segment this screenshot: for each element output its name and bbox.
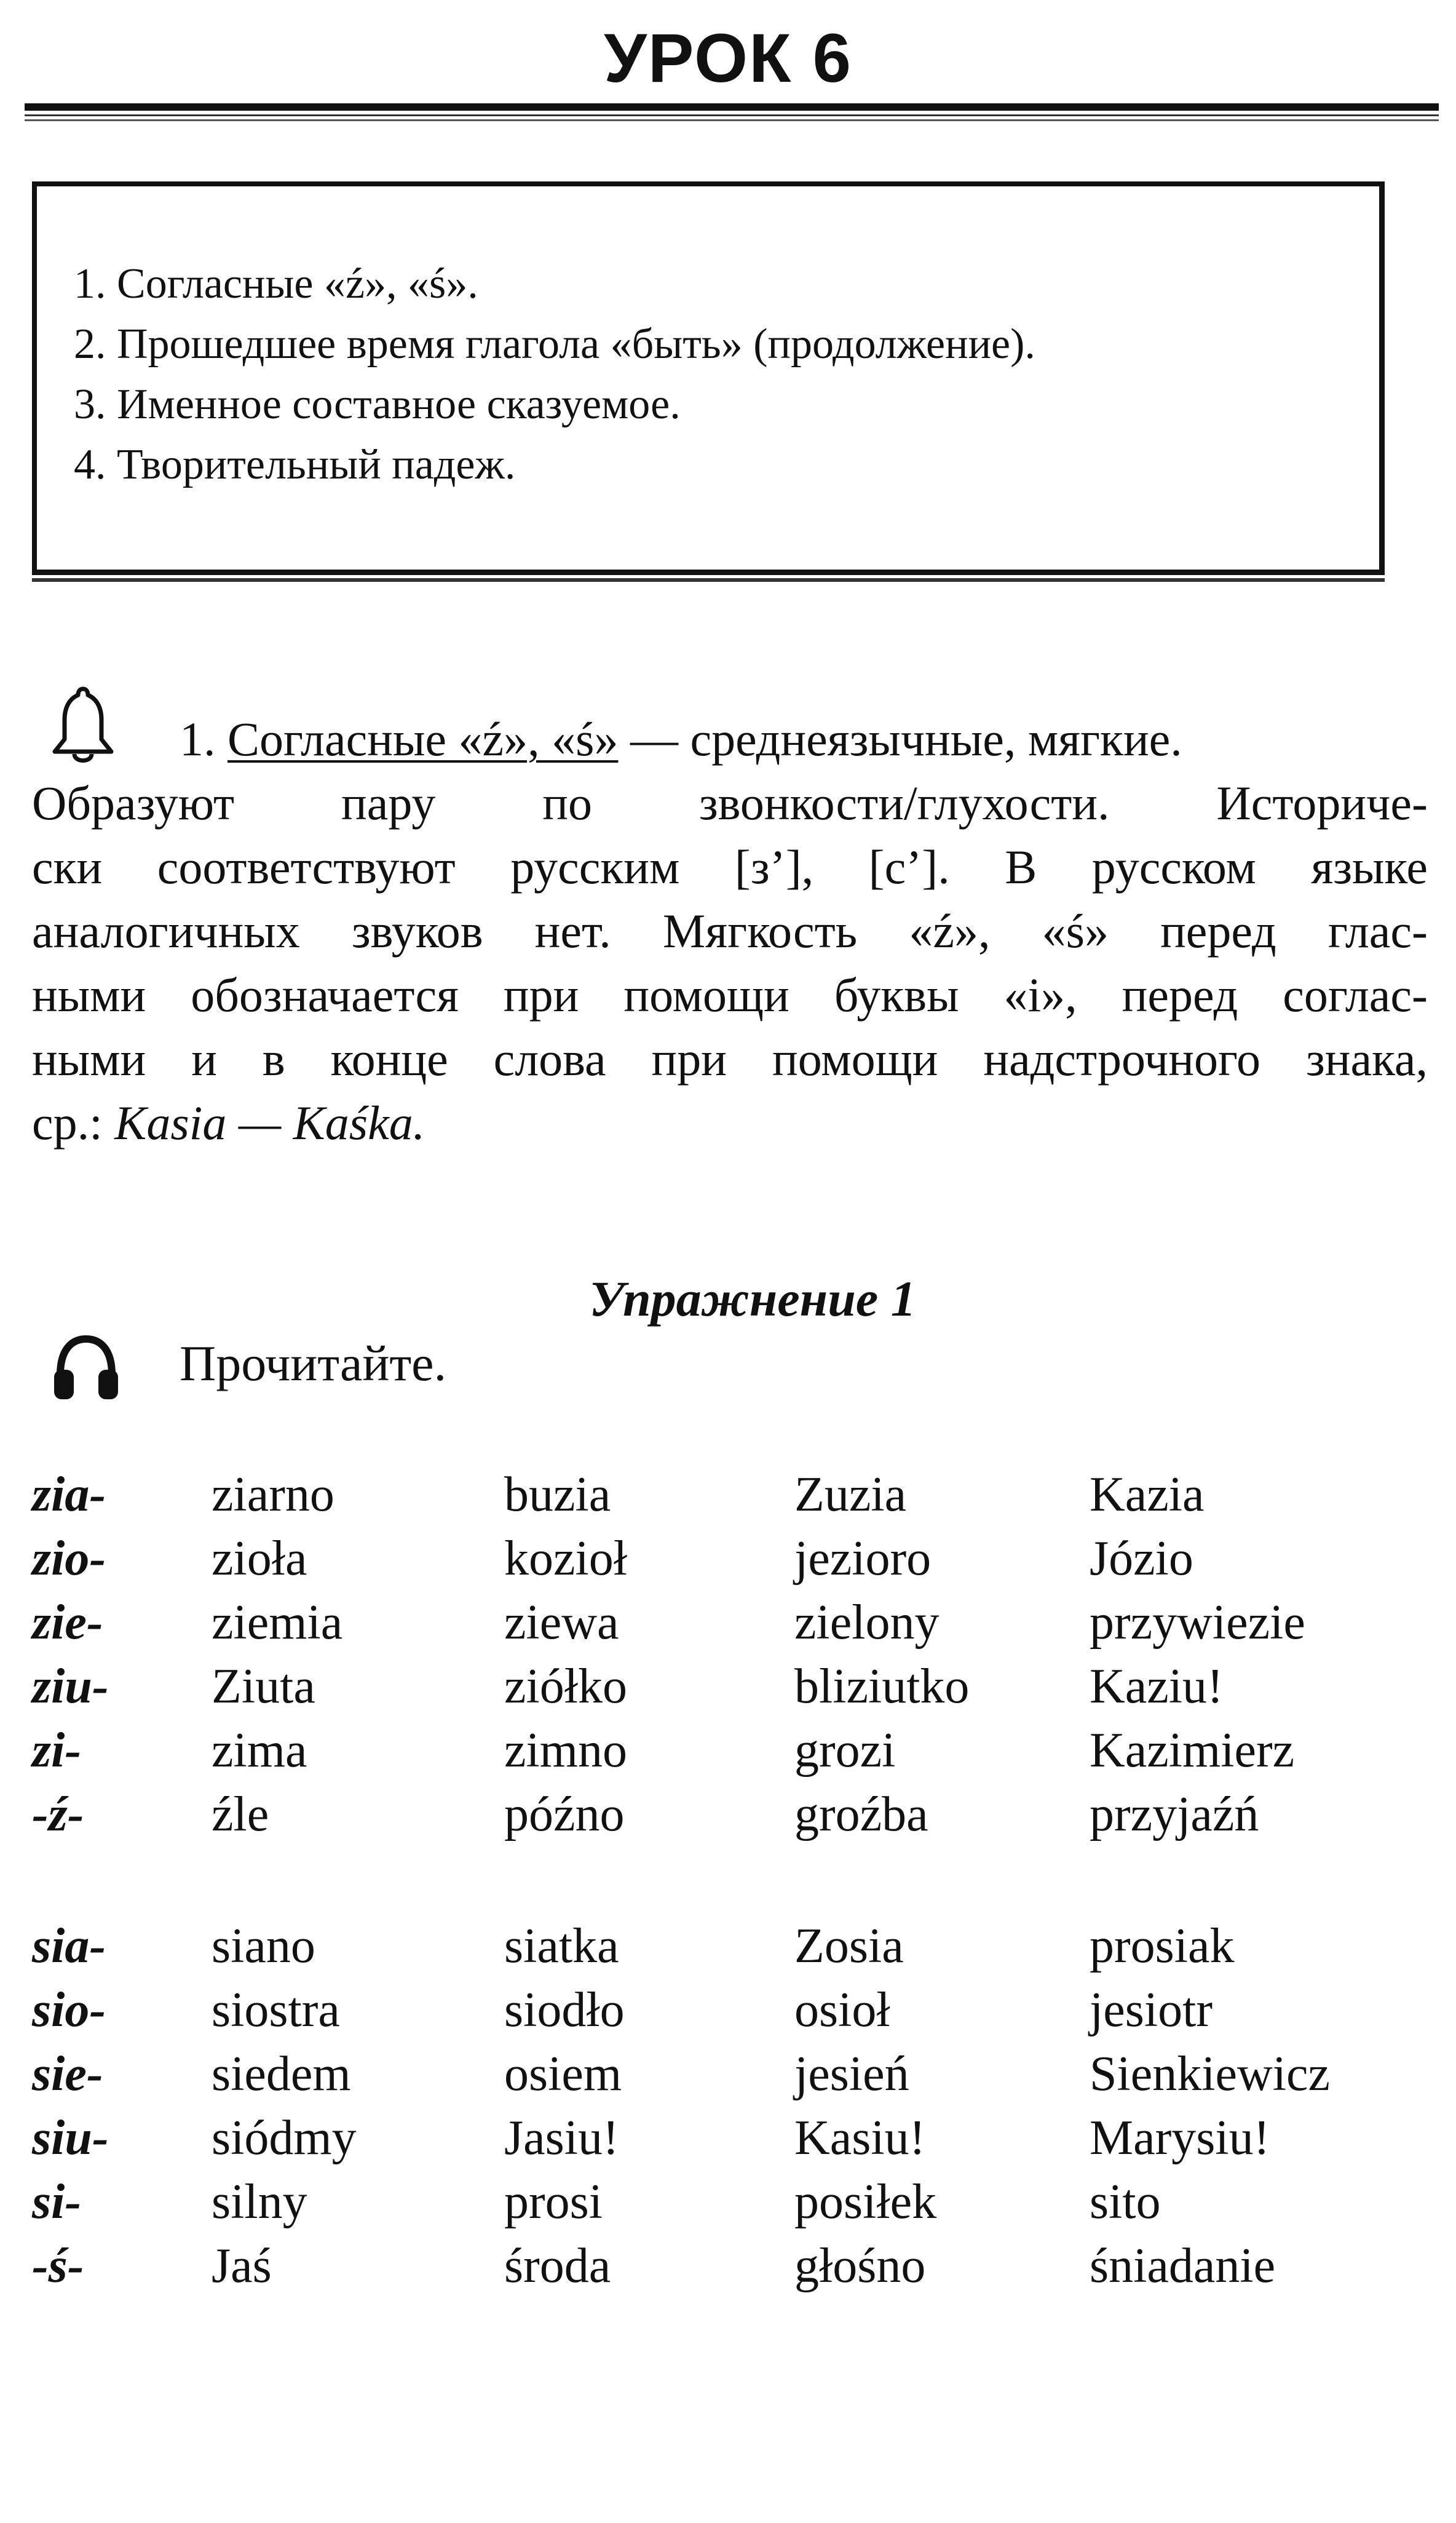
word-cell: środa [504,2239,611,2293]
word-cell: groźba [794,1787,928,1842]
word-cell: Ziuta [212,1659,315,1714]
topic-item: 1. Согласные «ź», «ś». [74,260,478,308]
word-cell: siódmy [212,2111,357,2165]
word-cell: siatka [504,1919,619,1973]
word-cell: siodło [504,1983,625,2037]
word-cell: zimno [504,1723,627,1778]
word-cell: głośno [794,2239,926,2293]
section-heading-rest: — среднеязычные, мягкие. [618,712,1182,766]
word-cell: Zuzia [794,1468,907,1522]
word-cell: prosiak [1090,1919,1235,1973]
section-heading: Согласные «ź», «ś» [228,712,619,766]
word-cell: Kazia [1090,1468,1205,1522]
word-cell: późno [504,1787,625,1842]
word-cell: Sienkiewicz [1090,2047,1330,2101]
paragraph-line: ски соответствуют русским [з’], [с’]. В русском языке [32,840,1428,894]
word-cell: jesień [794,2047,909,2101]
word-cell: siedem [212,2047,351,2101]
syllable-label: zio- [32,1532,106,1586]
syllable-label: zi- [32,1723,81,1778]
topic-item: 4. Творительный падеж. [74,441,516,488]
word-cell: Kaziu! [1090,1659,1224,1714]
word-cell: zioła [212,1532,307,1586]
syllable-label: sio- [32,1983,106,2037]
word-cell: siano [212,1919,315,1973]
word-cell: ziemia [212,1595,343,1650]
word-cell: Jaś [212,2239,272,2293]
page-title: УРОК 6 [604,20,852,97]
word-cell: zima [212,1723,307,1778]
word-cell: grozi [794,1723,896,1778]
topics-box [32,181,1385,575]
syllable-label: -ź- [32,1787,84,1842]
example-words: Kasia — Kaśka. [114,1096,425,1150]
word-cell: Kazimierz [1090,1723,1295,1778]
word-cell: przywiezie [1090,1595,1305,1650]
word-cell: ziółko [504,1659,627,1714]
topic-item: 3. Именное составное сказуемое. [74,381,681,428]
section-heading-line [32,707,1428,771]
section-heading-number: 1. [180,712,228,766]
paragraph-line: Образуют пару по звонкости/глухости. Историче- [32,776,1428,830]
word-cell: posiłek [794,2175,937,2229]
headphones-icon [49,1332,123,1405]
syllable-label: siu- [32,2111,109,2165]
syllable-label: zia- [32,1468,106,1522]
word-cell: prosi [504,2175,603,2229]
word-cell: sito [1090,2175,1161,2229]
word-cell: Zosia [794,1919,904,1973]
word-cell: osiem [504,2047,622,2101]
word-cell: śniadanie [1090,2239,1276,2293]
topics-list [74,254,1035,495]
syllable-label: si- [32,2175,81,2229]
grammar-section [32,707,1428,1155]
example-prefix: ср.: [32,1096,115,1150]
title-rule [25,103,1439,124]
word-cell: zielony [794,1595,940,1650]
word-cell: Kasiu! [794,2111,926,2165]
word-cell: ziewa [504,1595,619,1650]
syllable-label: ziu- [32,1659,109,1714]
word-cell: buzia [504,1468,611,1522]
syllable-label: sie- [32,2047,103,2101]
word-cell: kozioł [504,1532,627,1586]
word-cell: Jasiu! [504,2111,619,2165]
word-cell: Józio [1090,1532,1193,1586]
exercise-instruction: Прочитайте. [180,1335,447,1391]
paragraph-line: аналогичных звуков нет. Мягкость «ź», «ś» перед глас- [32,904,1428,958]
paragraph-line: ными обозначается при помощи буквы «i», перед соглас- [32,968,1428,1022]
word-cell: jesiotr [1090,1983,1213,2037]
exercise-title: Упражнение 1 [589,1271,916,1327]
word-cell: ziarno [212,1468,334,1522]
word-cell: silny [212,2175,307,2229]
word-cell: przyjaźń [1090,1787,1259,1842]
word-cell: Marysiu! [1090,2111,1270,2165]
word-cell: źle [212,1787,269,1842]
topic-item: 2. Прошедшее время глагола «быть» (продолжение). [74,320,1035,368]
word-cell: bliziutko [794,1659,970,1714]
syllable-label: zie- [32,1595,103,1650]
word-cell: osioł [794,1983,890,2037]
paragraph-line: ными и в конце слова при помощи надстрочного знака, [32,1032,1428,1086]
word-cell: siostra [212,1983,340,2037]
syllable-label: sia- [32,1919,106,1973]
paragraph-line [32,1091,1428,1155]
word-cell: jezioro [794,1532,932,1586]
syllable-label: -ś- [32,2239,84,2293]
